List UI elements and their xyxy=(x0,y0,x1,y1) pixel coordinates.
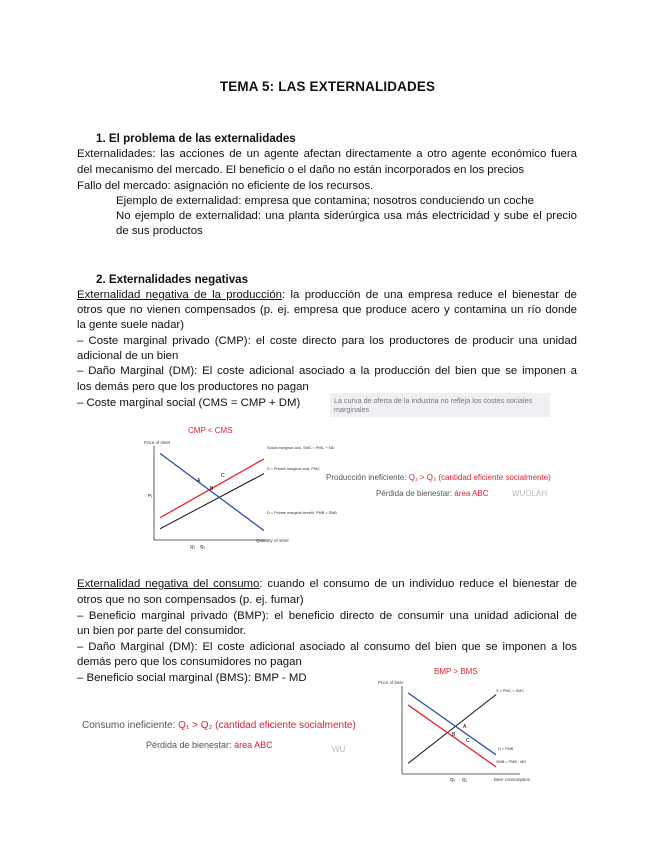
prod-ineff-red: Q₁ > Q₂ (cantidad eficiente socialmente) xyxy=(408,473,551,482)
chart1-label-a: A xyxy=(197,478,201,484)
chart1-demand-line xyxy=(160,453,264,530)
loss2-line xyxy=(146,738,273,753)
chart2-q2: Q₂ xyxy=(450,777,456,782)
chart2-label-supply: S = PMC = SMC xyxy=(496,689,525,693)
bmp-line-2: un bien por parte del consumidor. xyxy=(77,625,247,637)
s1-line-1: Externalidades: las acciones de un agente afectan directamente a otro agente económico fuera xyxy=(77,148,577,160)
s2-prod-line-3: la gente suele nadar) xyxy=(77,319,185,331)
chart-production-externality xyxy=(140,418,337,556)
section-2-heading: 2. Externalidades negativas xyxy=(96,273,249,286)
loss2-red: área ABC xyxy=(234,740,273,750)
dm-line-2: los demás pero que los productores no pagan xyxy=(77,381,309,393)
cons-term: Externalidad negativa del consumo xyxy=(77,578,260,590)
cms-line: – Coste marginal social (CMS = CMP + DM) xyxy=(77,397,301,409)
chart2-supply-line xyxy=(408,695,496,764)
cons-line-1 xyxy=(77,577,577,592)
chart-consumption-externality xyxy=(372,662,542,792)
chart2-label-c: C xyxy=(466,738,470,744)
chart2-label-pmb: D = PMB xyxy=(498,747,514,751)
dm2-line-2: demás pero que los consumidores no pagan xyxy=(77,656,302,668)
cmp-line-2: adicional de un bien xyxy=(77,350,179,362)
chart1-title: CMP < CMS xyxy=(188,426,233,435)
chart2-q1: Q₁ xyxy=(462,777,468,782)
chart1-label-c: C xyxy=(221,473,225,479)
s1-line-4: Ejemplo de externalidad: empresa que contamina; nosotros conduciendo un coche xyxy=(116,195,534,207)
note-box: La curva de oferta de la industria no refleja los costes sociales marginales xyxy=(330,393,550,417)
s1-line-6: de sus productos xyxy=(116,225,203,237)
dm-line-1: – Daño Marginal (DM): El coste adicional asociado a la producción del bien que se imponen a xyxy=(77,365,577,377)
wuolah-watermark: WUOLAH xyxy=(512,489,548,498)
chart2-xlabel: Beer consumption xyxy=(494,777,531,782)
chart2-ylabel: Price of beer xyxy=(378,680,404,685)
prod-term: Externalidad negativa de la producción xyxy=(77,289,282,301)
s1-line-5: No ejemplo de externalidad: una planta siderúrgica usa más electricidad y sube el precio xyxy=(116,210,577,222)
watermark-2: WU xyxy=(332,745,346,754)
chart2-label-b: B xyxy=(452,732,456,738)
cons-line-1-text: : cuando el consumo de un individuo reduce el bienestar de xyxy=(259,578,577,590)
cons-line-2: otros que no son compensados (p. ej. fumar) xyxy=(77,594,304,606)
loss-label: Pérdida de bienestar: xyxy=(376,489,453,498)
chart1-label-smc: Social marginal cost, SMC = PMC + MD xyxy=(267,446,335,450)
chart2-label-smb: SMB = PMB - MD xyxy=(496,760,527,764)
chart1-q2: Q₂ xyxy=(190,544,196,549)
chart1-xlabel: Quantity of steel xyxy=(256,538,289,543)
chart1-label-demand: D = Private marginal benefit, PMB = SMB xyxy=(267,511,337,515)
chart1-ylabel: Price of steel xyxy=(144,440,171,445)
bms-line: – Beneficio social marginal (BMS): BMP - MD xyxy=(77,672,307,684)
loss2-label: Pérdida de bienestar: xyxy=(146,740,232,750)
bmp-line-1: – Beneficio marginal privado (BMP): el beneficio directo de consumir una unidad adicional de xyxy=(77,610,577,622)
prod-line-1-text: : la producción de una empresa reduce el bienestar de xyxy=(282,289,577,301)
chart2-pmb-line xyxy=(408,693,496,755)
chart2-label-a: A xyxy=(463,724,467,730)
chart1-pmc-line xyxy=(160,474,264,529)
loss-line xyxy=(376,486,489,501)
prod-ineff-label: Producción ineficiente: xyxy=(326,473,407,482)
cmp-line-1: – Coste marginal privado (CMP): el coste directo para los productores de producir una unidad xyxy=(77,335,577,347)
cons-ineff-red: Q₁ > Q₂ (cantidad eficiente socialmente) xyxy=(178,720,356,731)
s2-prod-line-2: otros que no vienen compensados (p. ej. empresa que produce acero y contamina un río donde xyxy=(77,304,577,316)
s1-line-2: del mecanismo del mercado. El beneficio o el daño no están incorporados en los precios xyxy=(77,164,525,176)
s2-prod-line-1 xyxy=(77,288,577,303)
chart1-label-pmc: S = Private marginal cost, PMC xyxy=(267,467,320,471)
chart2-title: BMP > BMS xyxy=(434,667,478,676)
dm2-line-1: – Daño Marginal (DM): El coste adicional asociado al consumo del bien que se imponen a los xyxy=(77,641,577,653)
cons-ineff-label: Consumo ineficiente: xyxy=(82,720,176,731)
cons-ineff-line xyxy=(82,718,356,733)
prod-ineff-line xyxy=(326,470,551,485)
chart1-q1: Q₁ xyxy=(200,544,206,549)
chart1-p1: P₁ xyxy=(148,493,153,498)
section-1-heading: 1. El problema de las externalidades xyxy=(96,132,296,145)
loss-red: área ABC xyxy=(454,489,489,498)
s1-line-3: Fallo del mercado: asignación no eficiente de los recursos. xyxy=(77,180,374,192)
chart1-label-b: B xyxy=(210,486,214,492)
page-title: TEMA 5: LAS EXTERNALIDADES xyxy=(219,79,436,94)
